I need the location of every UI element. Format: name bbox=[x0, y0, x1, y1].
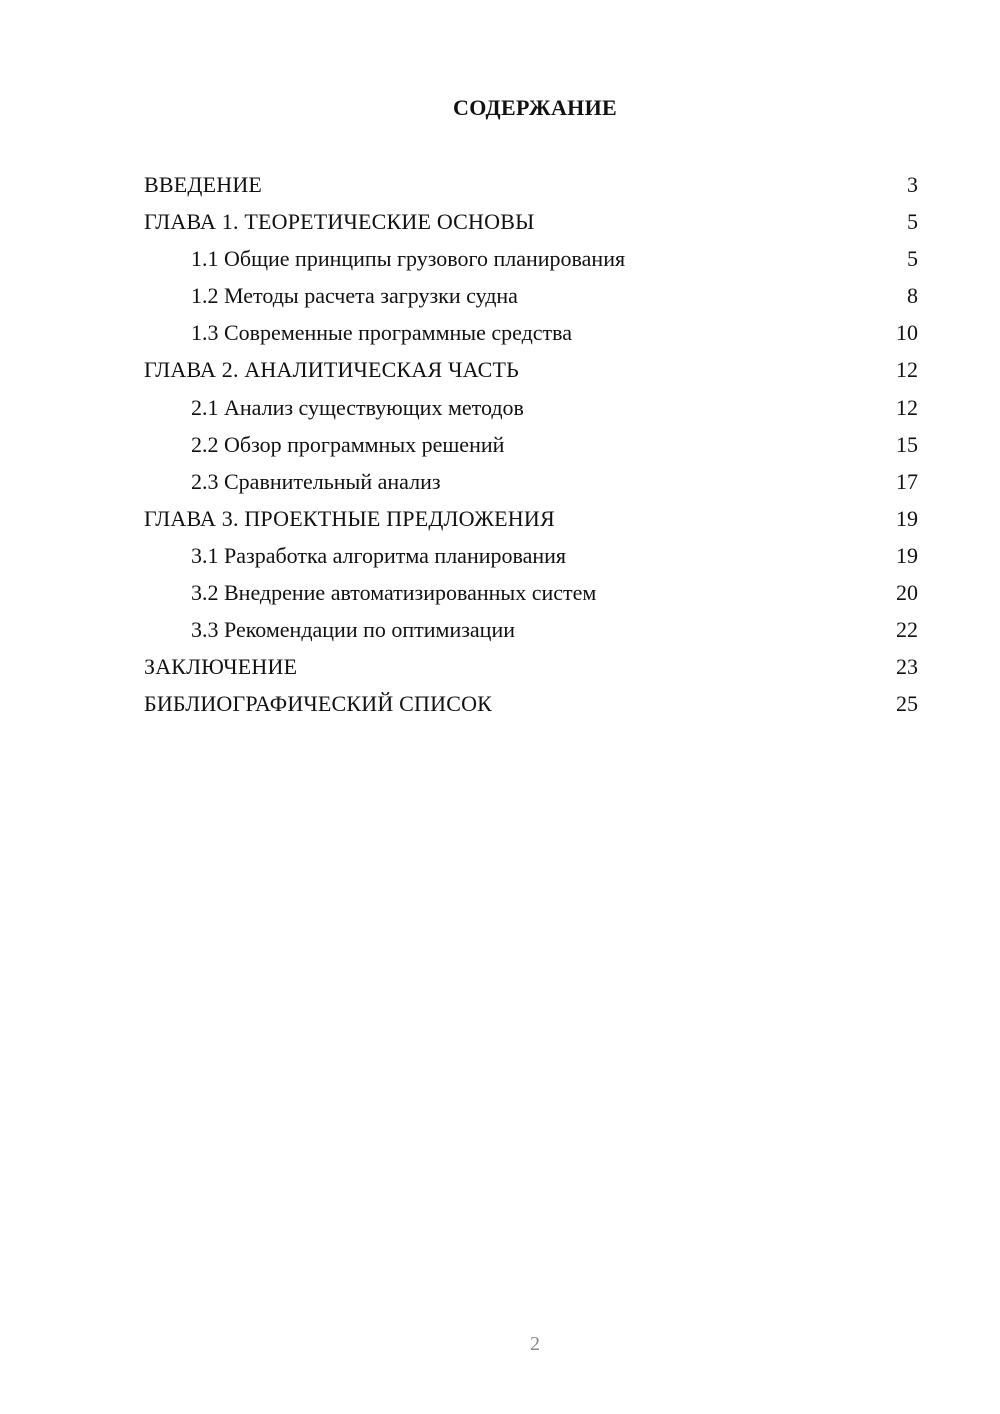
toc-entry-section-3-1 bbox=[144, 537, 918, 574]
toc-entry-page: 12 bbox=[896, 357, 918, 383]
toc-entry-section-3-3 bbox=[144, 611, 918, 648]
toc-entry-page: 5 bbox=[907, 209, 918, 235]
toc-entry-page: 8 bbox=[907, 283, 918, 309]
toc-entry-page: 12 bbox=[896, 394, 918, 420]
toc-entry-text: 1.3 Современные программные средства bbox=[191, 320, 573, 346]
toc-entry-page: 23 bbox=[896, 654, 918, 680]
toc-entry-page: 3 bbox=[907, 172, 918, 197]
toc-entry-page: 19 bbox=[896, 542, 918, 568]
toc-entry-text: ЗАКЛЮЧЕНИЕ bbox=[144, 654, 298, 680]
toc-entry-section-3-2 bbox=[144, 574, 918, 611]
toc-entry-bibliography bbox=[144, 685, 918, 722]
toc-entry-introduction bbox=[144, 166, 918, 203]
toc-entry-chapter-3 bbox=[144, 500, 918, 537]
toc-entry-section-1-3 bbox=[144, 314, 918, 351]
toc-entry-text: 3.3 Рекомендации по оптимизации bbox=[191, 617, 516, 643]
toc-entry-page: 17 bbox=[896, 468, 918, 494]
page-number: 2 bbox=[530, 1333, 540, 1355]
toc-entry-text: ГЛАВА 3. ПРОЕКТНЫЕ ПРЕДЛОЖЕНИЯ bbox=[144, 505, 555, 531]
toc-entry-chapter-2 bbox=[144, 351, 918, 388]
toc-entry-page: 5 bbox=[907, 246, 918, 272]
toc-entry-text: 3.2 Внедрение автоматизированных систем bbox=[191, 580, 597, 606]
toc-entry-page: 19 bbox=[896, 505, 918, 531]
toc-entry-section-2-2 bbox=[144, 426, 918, 463]
toc-entry-text: БИБЛИОГРАФИЧЕСКИЙ СПИСОК bbox=[144, 691, 493, 717]
toc-entry-section-2-3 bbox=[144, 463, 918, 500]
toc-entry-text: 1.2 Методы расчета загрузки судна bbox=[191, 283, 518, 309]
toc-entry-text: 2.1 Анализ существующих методов bbox=[191, 394, 524, 420]
toc-entry-page: 10 bbox=[896, 320, 918, 346]
table-of-contents bbox=[144, 166, 918, 722]
toc-title: СОДЕРЖАНИЕ bbox=[453, 95, 617, 120]
toc-entry-text: 2.2 Обзор программных решений bbox=[191, 431, 505, 457]
toc-entry-chapter-1 bbox=[144, 203, 918, 240]
toc-entry-page: 15 bbox=[896, 431, 918, 457]
toc-entry-section-1-1 bbox=[144, 240, 918, 277]
toc-entry-text: ГЛАВА 2. АНАЛИТИЧЕСКАЯ ЧАСТЬ bbox=[144, 357, 519, 383]
toc-entry-conclusion bbox=[144, 648, 918, 685]
toc-entry-text: ГЛАВА 1. ТЕОРЕТИЧЕСКИЕ ОСНОВЫ bbox=[144, 209, 535, 235]
toc-entry-text: ВВЕДЕНИЕ bbox=[144, 172, 263, 197]
toc-entry-text: 3.1 Разработка алгоритма планирования bbox=[191, 542, 567, 568]
toc-entry-page: 25 bbox=[896, 691, 918, 717]
toc-entry-text: 2.3 Сравнительный анализ bbox=[191, 468, 441, 494]
toc-entry-page: 20 bbox=[896, 580, 918, 606]
toc-entry-section-2-1 bbox=[144, 389, 918, 426]
toc-entry-text: 1.1 Общие принципы грузового планирования bbox=[191, 246, 626, 272]
toc-entry-section-1-2 bbox=[144, 277, 918, 314]
toc-entry-page: 22 bbox=[896, 617, 918, 643]
